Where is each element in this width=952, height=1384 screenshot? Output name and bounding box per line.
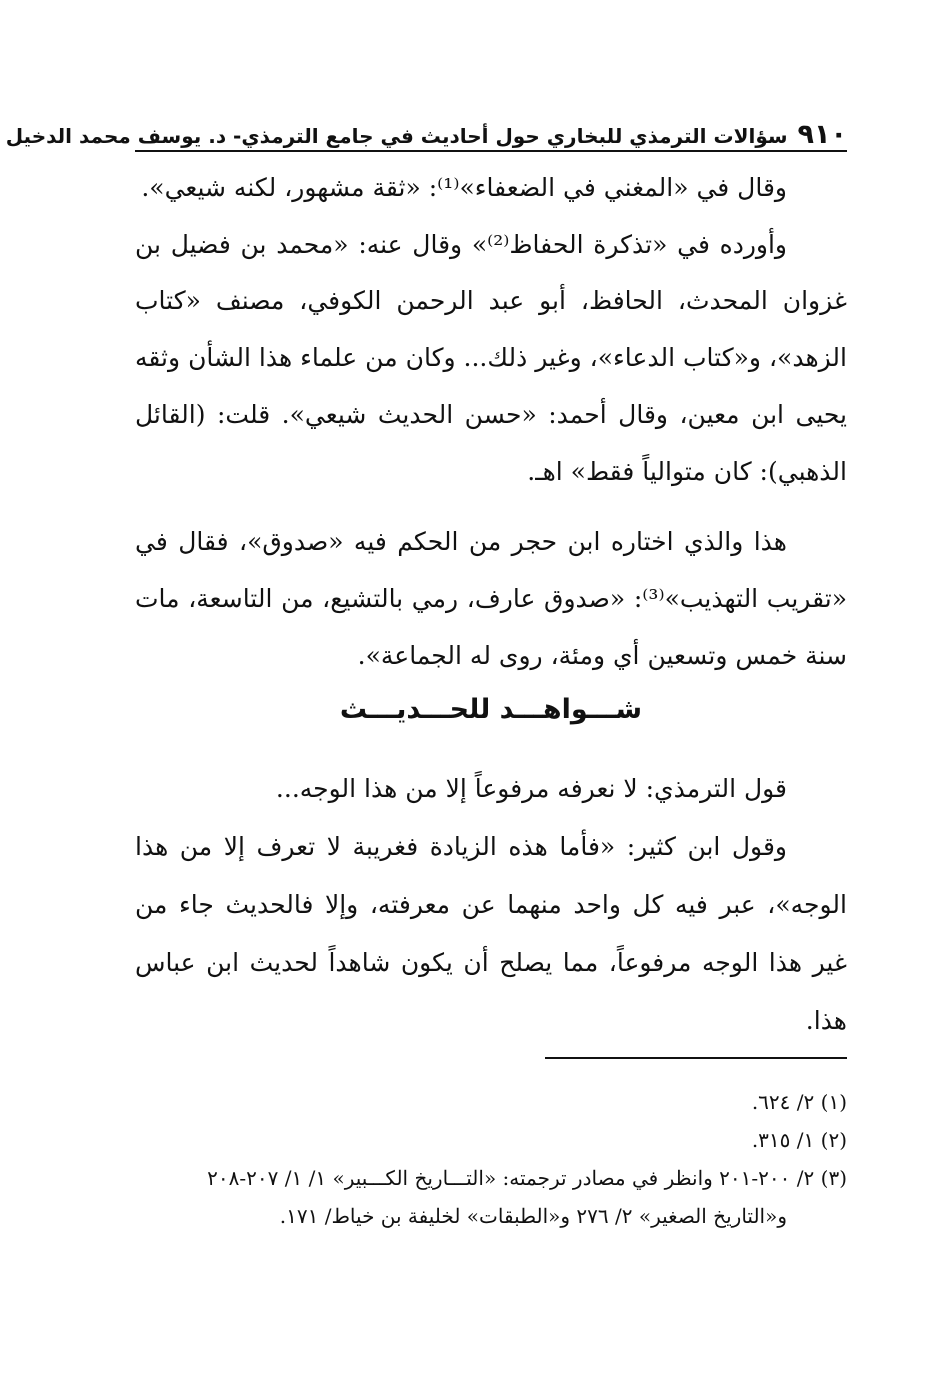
- paragraph: قول الترمذي: لا نعرفه مرفوعاً إلا من هذا الوجه...: [275, 774, 787, 803]
- paragraph: وقول ابن كثير: «فأما هذه الزيادة فغريبة لا تعرف إلا من هذا الوجه»، عبر فيه كل واحد منهما عن معرفته، وإلا فالحديث جاء من غير هذا الوجه مرفوعاً، مما يصلح أن يكون شاهداً لحديث ابن عباس هذا.: [135, 832, 847, 1035]
- page-number: ٩١٠: [797, 119, 847, 150]
- main-text: [135, 160, 847, 684]
- footnote-1: (١) ٢/ ٦٢٤.: [751, 1090, 847, 1114]
- footnote-3: [135, 1159, 847, 1235]
- section-text: [135, 760, 847, 1050]
- paragraph: وأورده في «تذكرة الحفاظ⁽²⁾» وقال عنه: «محمد بن فضيل بن غزوان المحدث، الحافظ، أبو عبد الرحمن الكوفي، مصنف «كتاب الزهد»، و«كتاب الدعاء»، وغير ذلك... وكان من علماء هذا الشأن وثقه يحيى ابن معين، وقال أحمد: «حسن الحديث شيعي». قلت: (القائل الذهبي): كان متوالياً فقط» اهـ.: [135, 229, 847, 486]
- header-rule: [135, 150, 847, 152]
- page-header: [5, 108, 847, 150]
- running-title: سؤالات الترمذي للبخاري حول أحاديث في جامع الترمذي- د. يوسف محمد الدخيل: [5, 124, 788, 148]
- footnotes: [135, 1083, 847, 1235]
- section-heading: شـــواهـــد للحـــديـــث: [339, 694, 643, 725]
- footnote-2: (٢) ١/ ٣١٥.: [751, 1128, 847, 1152]
- paragraph: هذا والذي اختاره ابن حجر من الحكم فيه «صدوق»، فقال في «تقريب التهذيب»⁽³⁾: «صدوق عارف، رمي بالتشيع، من التاسعة، مات سنة خمس وتسعين أي ومئة، روى له الجماعة».: [135, 527, 848, 670]
- paragraph: وقال في «المغني في الضعفاء»⁽¹⁾: «ثقة مشهور، لكنه شيعي».: [141, 173, 787, 202]
- footnote-3-line-1: (٣) ٢/ ٢٠٠-٢٠١ وانظر في مصادر ترجمته: «التـــاريخ الكـــبير» ١/ ١/ ٢٠٧-٢٠٨: [207, 1166, 847, 1190]
- footnote-3-line-2: و«التاريخ الصغير» ٢/ ٢٧٦ و«الطبقات» لخليفة بن خياط/ ١٧١.: [279, 1204, 787, 1228]
- footnote-rule: [545, 1057, 847, 1059]
